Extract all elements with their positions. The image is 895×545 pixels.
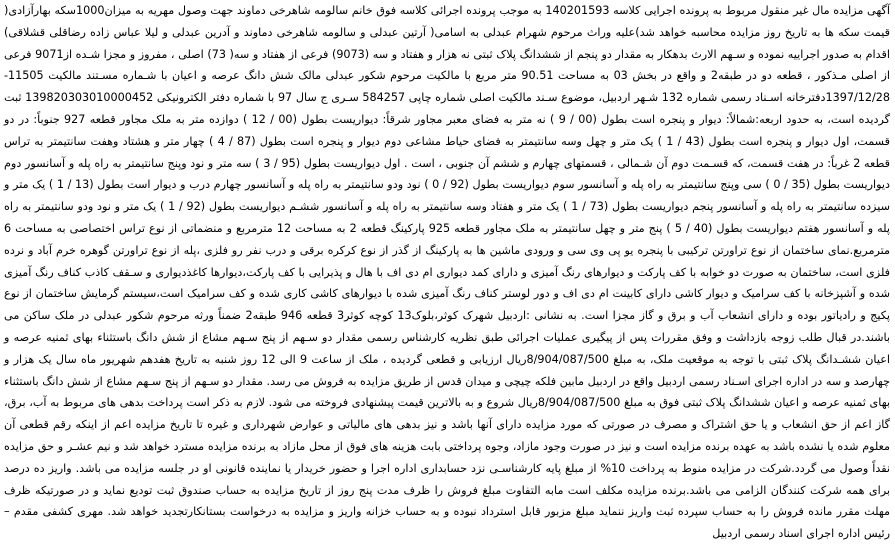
notice-body-text: آگهی مزایده مال غیر منقول مربوط به پرونده اجرایی کلاسه 140201593 به موجب پرونده اجرائی کلاسه فوق خانم سالومه شاهرخی دماوند جهت وصول مهریه به میزان1000سکه بهارآزادی( قیمت سکه ها به تاریخ روز مزایده محاسبه خواهد شد)علیه وراث مرحوم شهرام عبدلی به اسامی( آرتین عبدلی و سالومه شاهرخی دماوند و آدرین عبدلی و لیلا عباس زاده رضاقلی قشلاقی) اقدام به صدور اجراییه نموده و سـهم الارث بدهکار به مقدار دو پنجم از ششدانگ پلاک ثبتی نه هزار و هفتاد و سه (9073) فرعی از هفتاد و سه( 73) اصلی ، مفروز و مجزا شـده از9071 فرعی از اصلی مـذکور ، قطعه دو در طبقه2 و واقع در بخش 03 به مساحت 90.51 متر مربع با مالکیت مرحوم شکور عبدلی مالک شش دانگ عرصه و اعیان با شـماره مسـتند مالکیت 11505- 1397/12/28دفترخانه اسـناد رسمی شماره 132 شـهر اردبیل، موضوع سـند مالکیت اصلی شماره چاپی 584257 سـری ج سال 97 با شماره دفتر الکترونیکی 139820303010000452 ثبت گردیده است، به حدود اربعه:شمالاً: دیوار و پنجره است بطول (00 / 9 ) نه متر به فضای معبر مجاور شرقاً: دیواریست بطول (00 / 12 ) دوازده متر به ملک مجاور قطعه 927 جنوباً: در دو قسمت، اول دیوار و پنجره است بطول (43 / 1 ) یک متر و چهل وسه سانتیمتر به فضای حیاط مشاعی دوم دیوار و پنجره است بطول (87 / 4 ) چهار متر و هشتاد وهفت سانتیمتر به تراس قطعه 2 غرباً: در هفت قسمت، که قسـمت دوم آن شـمالی ، قسمتهای چهارم و ششم آن جنوبی ، است . اول دیواریست بطول (95 / 3 ) سه متر و نود وپنج سانتیمتر به راه پله و آسانسور دوم دیواریست بطول (35 / 0 ) سی وپنج سانتیمتر به راه پله و آسانسور سوم دیواریست بطول (92 / 0 ) نود ودو سانتیمتر به راه پله و آسانسور چهارم درب و دیوار است بطول (13 / 1 ) یک متر و سیزده سانتیمتر به راه پله و آسانسور پنجم دیواریست بطول (73 / 1 ) یک متر و هفتاد وسه سانتیمتر به راه پله و آسانسور ششـم دیواریست بطول (92 / 1 ) یک متر و نود ودو سانتیمتر به راه پله و آسانسور هفتم دیواریست بطول (40 / 5 ) پنج متر و چهل سانتیمتر به ملک مجاور قطعه 925 پارکینگ قطعه 2 به مساحت 12 مترمربع و منضماتی از نوع تراس اختصاصی به مساحت 6 مترمربع.نمای ساختمان از نوع تراورتن ترکیبی با پنجره یو پی وی سی و ورودی ماشین ها به پارکینگ از گذر از نوع کرکره برقی و درب نفر رو فلزی ،پله از نوع تراورتن گوهره خرم آباد و نرده فلزی است، ساختمان به صورت دو خوابه با کف پارکت و دیوارهای رنگ آمیزی و دارای کمد دیواری ام دی اف با هال و پذیرایی با کف پارکت،دیوارها کاغذدیواری و سـقف کاذب کناف رنگ آمیزی شده و آشپزخانه با کف سرامیک و دیوار کاشی دارای کابینت ام دی اف و دور لوستر کناف رنگ آمیزی شده با دیوارهای کاشی کاری شده و کف سرامیک است،سیستم گرمایش ساختمان از نوع پکیج و رادیاتور بوده و دارای انشعاب آب و برق و گاز مجزا است. به نشانی :اردبیل شهرک کوثر،بلوک13 کوچه کوثر3 قطعه 946 طبقه2 ضمناً ورثه مرحوم شکور عبدلی در ملک ساکن می باشند.در قبال طلب زوجه بازداشت و وفق مقررات پس از پیگیری عملیات اجرائی طبق نظریه کارشناس رسمی مقدار دو سـهم از پنج سـهم مشاع از شش دانگ باستثناء بهای ثمنیه عرصه و اعیان ششـدانگ پلاک ثبتی با توجه به موقعیت ملک، به مبلغ 8/904/087/500ریال ارزیابی و قطعی گردیده ، ملک از ساعت 9 الی 12 روز شنبه به تاریخ هفدهم شهریور ماه سال یک هزار و چهارصد و سه در اداره اجرای اسـناد رسمی اردبیل واقع در اردبیل مابین فلکه چیچی و میدان قدس از طریق مزایده به فروش می رسد. مقدار دو سـهم از پنج سـهم مشاع از شش دانگ باستثناء بهای ثمنیه عرصه و اعیان ششدانگ پلاک ثبتی فوق به مبلغ 8/904/087/500ریال شروع و به بالاترین قیمت پیشنهادی فروخته می شود. لازم به ذکر است پرداخت بدهی های مربوط به آب، برق، گاز اعم از حق انشعاب و یا حق اشتراک و مصرف در صورتی که مورد مزایده دارای آنها باشد و نیز بدهی های مالیاتی و عوارض شهرداری و غیره تا تاریخ مزایده اعم از اینکه رقم قطعی آن معلوم شده یا نشده باشد به عهده برنده مزایده است و نیز در صورت وجود مازاد، وجوه پرداختی بابت هزینه های فوق از محل مازاد به برنده مزایده مسترد خواهد شد و نیم عشـر و حق مزایده نقداً وصول می گردد.شرکت در مزایده منوط به پرداخت 10% از مبلغ پایه کارشناسـی نزد حسابداری اداره اجرا و حضور خریدار یا نماینده قانونی او در جلسه مزایده می باشد. واریز ده درصد برای همه شرکت کنندگان الزامی می باشد.برنده مزایده مکلف است مابه التفاوت مبلغ فروش را ظرف مدت پنج روز از تاریخ مزایده به حساب صندوق ثبت تودیع نماید و در صورتیکه ظرف مهلت مقرر مانده فروش را به حساب سپرده ثبت واریز ننماید مبلغ مزبور قابل استرداد نبوده و به حساب خزانه واریز و مزایده به درخواست بستانکارتجدید خواهد شد. مهری کشفی مقدم – رئیس اداره اجرای اسناد رسمی اردبیل — [4, 4, 891, 541]
auction-notice-document — [4, 0, 891, 541]
